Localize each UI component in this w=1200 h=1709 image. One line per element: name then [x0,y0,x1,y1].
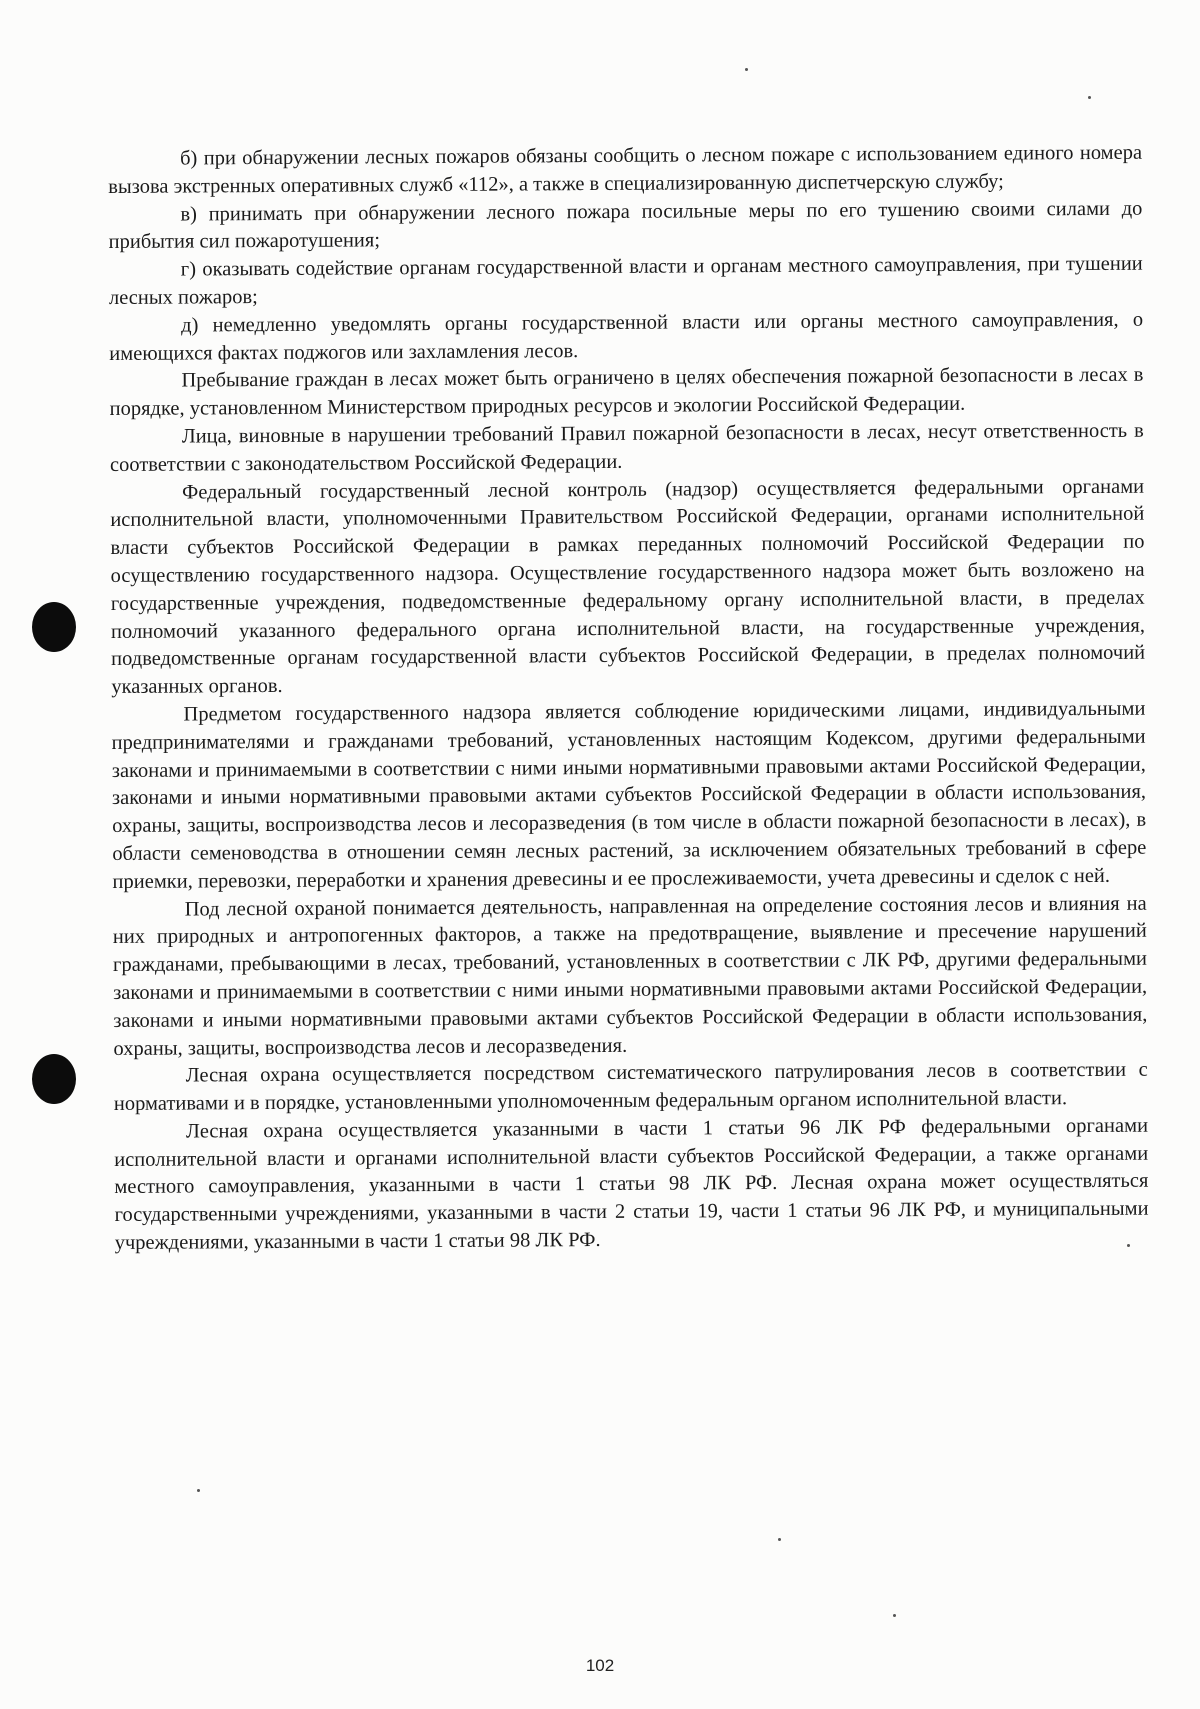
scan-speck [1088,96,1091,99]
paragraph: г) оказывать содействие органам государственной власти и органам местного самоуправления, при тушении лесных пожаров; [108,252,1143,309]
paragraph: Лесная охрана осуществляется посредством систематического патрулирования лесов в соответствии с нормативами и в порядке, установленными уполномоченным федеральным органом исполнительной власти. [113,1058,1148,1116]
paragraph: Лесная охрана осуществляется указанными в части 1 статьи 96 ЛК РФ федеральными органами исполнительной власти и органами исполнительной власти субъектов Российской Федерации, а также органами местного самоуправления, указанными в части 1 статьи 98 ЛК РФ. Лесная охрана может осуществляться государственными учреждениями, указанными в части 2 статьи 19, части 1 статьи 96 ЛК РФ, и муниципальными учреждениями, указанными в части 1 статьи 98 ЛК РФ. [114,1114,1149,1255]
scan-speck [893,1614,896,1617]
paragraph: Лица, виновные в нарушении требований Правил пожарной безопасности в лесах, несут ответственность в соответствии с законодательством Российской Федерации. [109,419,1144,476]
scan-speck [778,1538,781,1541]
paragraph: Под лесной охраной понимается деятельность, направленная на определение состояния лесов и влияния на них природных и антропогенных факторов, а также на предотвращение, выявление и пресечение нарушений гражданами, пребывающими в лесах, требований, установленных в соответствии с ЛК РФ, другими федеральными законами и принимаемыми в соответствии с ними иными нормативными правовыми актами Российской Федерации, законами и иными нормативными правовыми актами субъектов Российской Федерации в области использования, охраны, защиты, воспроизводства лесов и лесоразведения. [112,892,1148,1060]
paragraph: д) немедленно уведомлять органы государственной власти или органы местного самоуправления, о имеющихся фактах поджогов или захламления лесов. [109,308,1144,365]
page-number: 102 [585,1656,615,1675]
paragraph: Предметом государственного надзора является соблюдение юридическими лицами, индивидуальными предпринимателями и гражданами требований, установленных настоящим Кодексом, другими федеральными законами и принимаемыми в соответствии с ними иными нормативными правовыми актами Российской Федерации, законами и иными нормативными правовыми актами субъектов Российской Федерации в области использования, охраны, защиты, воспроизводства лесов и лесоразведения (в том числе в области пожарной безопасности в лесах), в области семеноводства в отношении семян лесных растений, за исключением обязательных требований в сфере приемки, перевозки, переработки и хранения древесины и ее прослеживаемости, учета древесины и сделок с ней. [111,697,1147,893]
document-body [108,140,1149,1258]
scan-speck [745,68,748,71]
paragraph: в) принимать при обнаружении лесного пожара посильные меры по его тушению своими силами до прибытия сил пожаротушения; [108,197,1143,254]
scan-speck [197,1489,200,1492]
punch-hole-lower [32,1054,76,1104]
punch-hole-upper [32,602,76,652]
paragraph: Пребывание граждан в лесах может быть ограничено в целях обеспечения пожарной безопасности в лесах в порядке, установленном Министерством природных ресурсов и экологии Российской Федерации. [109,364,1144,421]
paragraph: Федеральный государственный лесной контроль (надзор) осуществляется федеральными органами исполнительной власти, уполномоченными Правительством Российской Федерации, органами исполнительной власти субъектов Российской Федерации в рамках переданных полномочий Российской Федерации по осуществлению государственного надзора. Осуществление государственного надзора может быть возложено на государственные учреждения, подведомственные федеральному органу исполнительной власти, в пределах полномочий указанного федерального органа исполнительной власти, на государственные учреждения, подведомственные органам государственной власти субъектов Российской Федерации, в пределах полномочий указанных органов. [110,475,1146,699]
paragraph: б) при обнаружении лесных пожаров обязаны сообщить о лесном пожаре с использованием единого номера вызова экстренных оперативных служб «112», а также в специализированную диспетчерскую службу; [108,141,1143,198]
